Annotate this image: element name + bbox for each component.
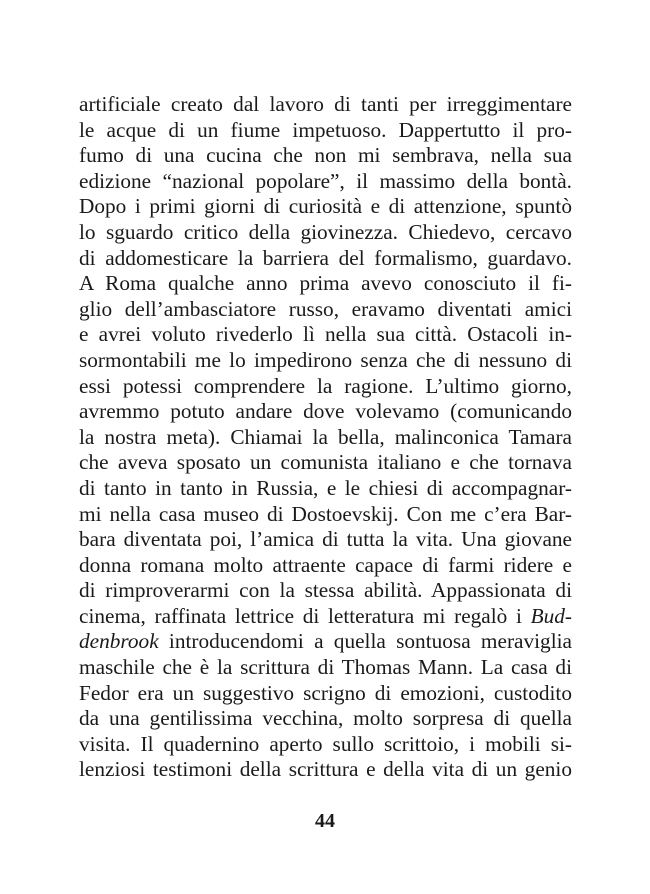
- text-line: visita. Il quadernino aperto sullo scrittoio, i mobili si-: [79, 731, 572, 756]
- text-line: donna romana molto attraente capace di farmi ridere e: [79, 552, 572, 577]
- text-line: artificiale creato dal lavoro di tanti per irreggimentare: [79, 92, 572, 116]
- text-line: maschile che è la scrittura di Thomas Mann. La casa di: [79, 655, 572, 680]
- text-segment: cinema, raffinata lettrice di letteratura mi regalò i: [79, 603, 531, 628]
- text-segment: introducendomi a quella sontuosa meraviglia: [158, 629, 572, 654]
- text-line: [79, 629, 572, 655]
- text-line: mi nella casa museo di Dostoevskij. Con me c’era Bar-: [79, 501, 572, 526]
- body-text: [79, 92, 572, 783]
- page-number: 44: [315, 810, 335, 832]
- italic-title-fragment: denbrook: [79, 629, 159, 654]
- text-line: e avrei voluto rivederlo lì nella sua città. Ostacoli in-: [79, 322, 572, 347]
- text-line: Dopo i primi giorni di curiosità e di attenzione, spuntò: [79, 194, 572, 219]
- text-line: di addomesticare la barriera del formalismo, guardavo.: [79, 245, 572, 270]
- text-line: da una gentilissima vecchina, molto sorpresa di quella: [79, 706, 572, 731]
- text-line: A Roma qualche anno prima avevo conosciuto il fi-: [79, 271, 572, 296]
- text-line: di rimproverarmi con la stessa abilità. Appassionata di: [79, 578, 572, 603]
- text-line: di tanto in tanto in Russia, e le chiesi di accompagnar-: [79, 475, 572, 500]
- text-line: la nostra meta). Chiamai la bella, malinconica Tamara: [79, 424, 572, 449]
- text-line: fumo di una cucina che non mi sembrava, nella sua: [79, 143, 572, 168]
- text-line: edizione “nazional popolare”, il massimo della bontà.: [79, 168, 572, 193]
- text-line: lo sguardo critico della giovinezza. Chiedevo, cercavo: [79, 219, 572, 244]
- text-line: sormontabili me lo impedirono senza che di nessuno di: [79, 347, 572, 372]
- text-line: glio dell’ambasciatore russo, eravamo diventati amici: [79, 296, 572, 321]
- text-line: Fedor era un suggestivo scrigno di emozioni, custodito: [79, 680, 572, 705]
- text-line: essi potessi comprendere la ragione. L’ultimo giorno,: [79, 373, 572, 398]
- text-line: lenziosi testimoni della scrittura e della vita di un genio: [79, 757, 572, 782]
- text-line: che aveva sposato un comunista italiano e che tornava: [79, 450, 572, 475]
- text-line: le acque di un fiume impetuoso. Dappertutto il pro-: [79, 117, 572, 142]
- text-line: avremmo potuto andare dove volevamo (comunicando: [79, 399, 572, 424]
- italic-title-fragment: Bud-: [530, 603, 572, 628]
- text-line: bara diventata poi, l’amica di tutta la vita. Una giovane: [79, 527, 572, 552]
- text-line: [79, 604, 572, 630]
